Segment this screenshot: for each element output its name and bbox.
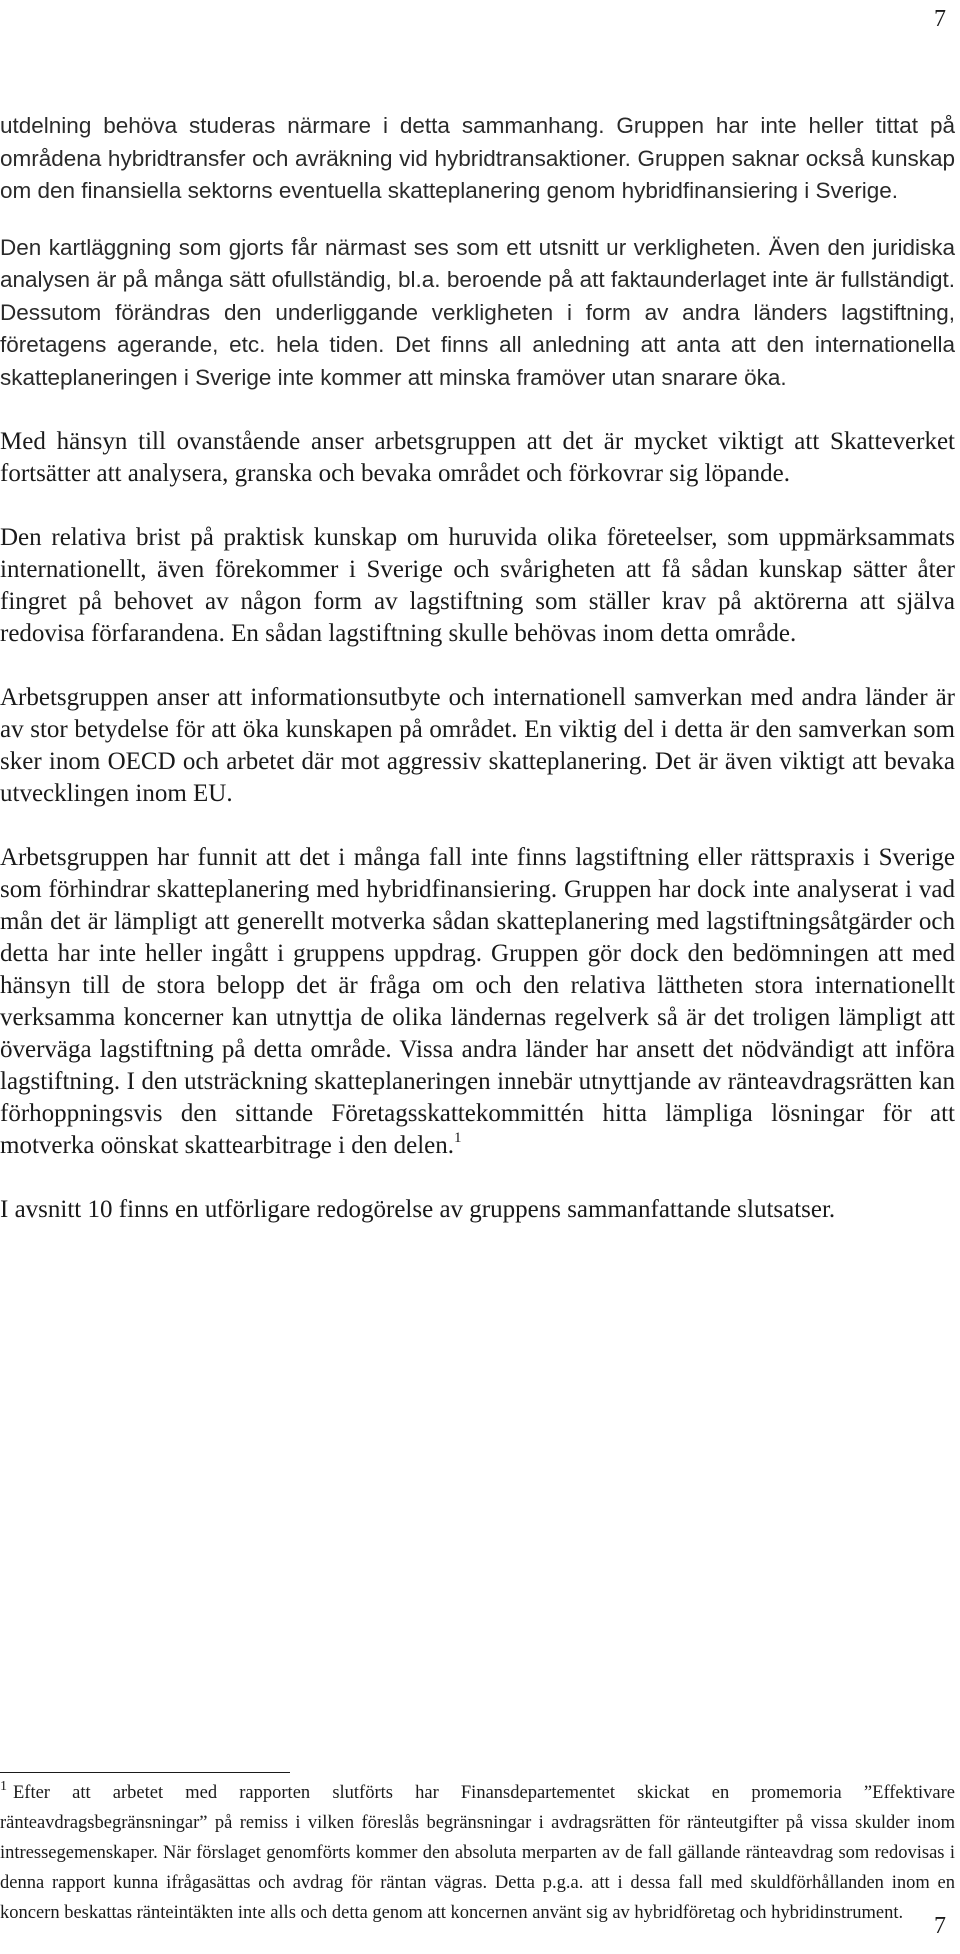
footnote-divider [0,1772,290,1773]
paragraph-7: I avsnitt 10 finns en utförligare redogörelse av gruppens sammanfattande slutsatser. [0,1196,836,1223]
footnote-reference[interactable]: 1 [454,1130,462,1146]
footnote [0,1778,955,1928]
paragraph-1: utdelning behöva studeras närmare i detta sammanhang. Gruppen har inte heller tittat på områdena hybridtransfer och avräkning vid hybridtransaktioner. Gruppen saknar också kunskap om den finansiella sektorns eventuella skatteplanering genom hybridfinansiering i Sverige. [0,113,955,203]
paragraph-4: Den relativa brist på praktisk kunskap om huruvida olika företeelser, som uppmärksammats internationellt, även förekommer i Sverige och svårigheten att få sådan kunskap sätter åter fingret på behovet av någon form av lagstiftning som ställer krav på aktörerna att själva redovisa förfarandena. En sådan lagstiftning skulle behövas inom detta område. [0,524,955,647]
paragraph-6-text: Arbetsgruppen har funnit att det i många fall inte finns lagstiftning eller rättspraxis i Sverige som förhindrar skatteplanering med hybridfinansiering. Gruppen har dock inte analyserat i vad mån det är lämpligt att generellt motverka sådan skatteplanering med lagstiftningsåtgärder och detta har inte heller ingått i gruppens uppdrag. Gruppen gör dock den bedömningen att med hänsyn till de stora belopp det är fråga om och den relativa lättheten stora internationellt verksamma koncerner kan utnyttja de olika ländernas regelverk så är det troligen lämpligt att överväga lagstiftning på detta område. Vissa andra länder har ansett det nödvändigt att införa lagstiftning. I den utsträckning skatteplaneringen innebär utnyttjande av ränteavdragsrätten kan förhoppningsvis den sittande Företagsskattekommittén hitta lämpliga lösningar för att motverka oönskat skattearbitrage i den delen. [0,844,955,1159]
footnote-text: Efter att arbetet med rapporten slutförts har Finansdepartementet skickat en promemoria ”Effektivare ränteavdragsbegränsningar” på remiss i vilken föreslås begränsningar i avdragsrätten för ränteutgifter på vissa skulder inom intressegemenskaper. När förslaget genomförts kommer den absoluta merparten av de fall gällande ränteavdrag som redovisas i denna rapport kunna ifrågasättas och avdrag för räntan vägras. Detta p.g.a. att i dessa fall med skuldförhållanden inom en koncern beskattas ränteintäkten inte alls och detta genom att koncernen använt sig av hybridföretag och hybridinstrument. [0,1783,955,1923]
paragraph-6 [0,842,955,1162]
document-body [0,110,955,1226]
page-number-bottom: 7 [934,1913,946,1939]
paragraph-5: Arbetsgruppen anser att informationsutbyte och internationell samverkan med andra länder är av stor betydelse för att öka kunskapen på området. En viktig del i detta är den samverkan som sker inom OECD och arbetet där mot aggressiv skatteplanering. Det är även viktigt att bevaka utvecklingen inom EU. [0,684,955,807]
paragraph-3: Med hänsyn till ovanstående anser arbetsgruppen att det är mycket viktigt att Skatteverket fortsätter att analysera, granska och bevaka området och förkovrar sig löpande. [0,428,955,487]
footnote-number: 1 [0,1779,7,1794]
page-number-top: 7 [934,6,946,32]
paragraph-2: Den kartläggning som gjorts får närmast ses som ett utsnitt ur verkligheten. Även den juridiska analysen är på många sätt ofullständig, bl.a. beroende på att faktaunderlaget inte är fullständigt. Dessutom förändras den underliggande verkligheten i form av andra länders lagstiftning, företagens agerande, etc. hela tiden. Det finns all anledning att anta att den internationella skatteplaneringen i Sverige inte kommer att minska framöver utan snarare öka. [0,234,955,390]
